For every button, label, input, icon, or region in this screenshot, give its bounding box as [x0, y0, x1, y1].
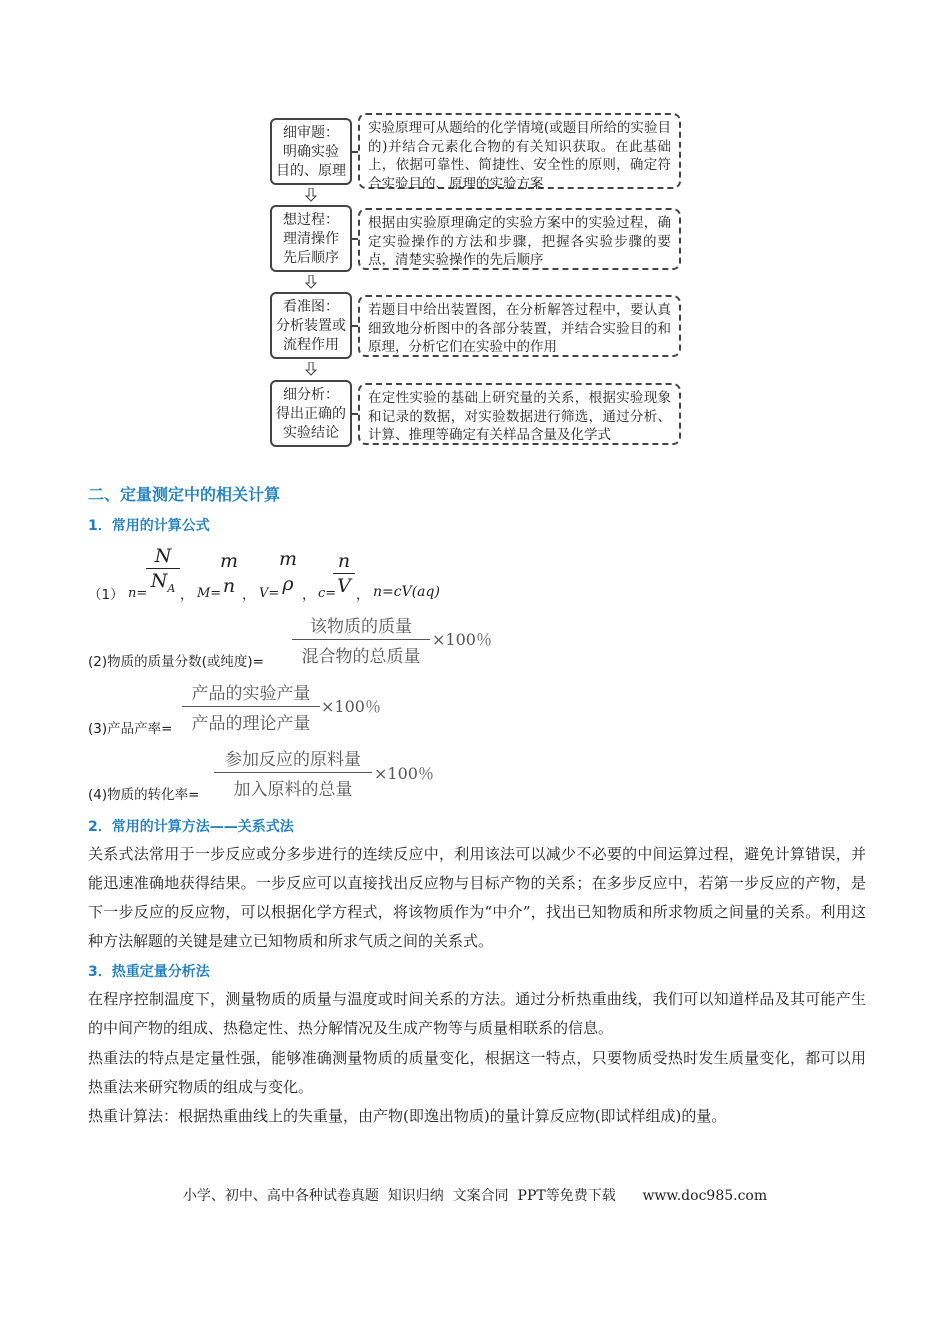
numerator: m: [219, 550, 239, 572]
flow-desc-process: [358, 208, 681, 270]
percent-multiplier: ×100％: [374, 764, 434, 783]
fraction-bar: [146, 568, 180, 569]
formula-V-label: V=: [259, 586, 280, 601]
flow-desc-diagram: [358, 295, 681, 357]
fraction: [214, 745, 372, 800]
denominator: [146, 570, 180, 600]
subsection-title-relation: 2．常用的计算方法——关系式法: [88, 819, 294, 835]
denominator: 混合物的总质量: [301, 647, 421, 667]
formula-prefix: （1）: [88, 587, 124, 603]
paragraph-tg-features: 热重法的特点是定量性强，能够准确测量物质的质量变化，根据这一特点，只要物质受热时发生质量变化，都可以用热重法来研究物质的组成与变化。: [88, 1049, 866, 1096]
desc-text: 根据由实验原理确定的实验方案中的实验过程，确定实验操作的方法和步骤，把握各实验步骤的要点，清楚实验操作的先后顺序: [368, 215, 671, 268]
denominator: n: [222, 575, 236, 597]
paragraph-tg-definition: 在程序控制温度下，测量物质的质量与温度或时间关系的方法。通过分析热重曲线，我们可以知道样品及其可能产生的中间产物的组成、热稳定性、热分解情况及生成产物等与质量相联系的信息。: [88, 990, 866, 1037]
denominator: V: [337, 575, 351, 597]
step-title: 细分析：: [283, 387, 339, 403]
fraction-bar: [214, 772, 372, 773]
numerator: n: [337, 550, 351, 572]
denominator: 产品的理论产量: [191, 714, 311, 734]
percent-multiplier: ×100％: [321, 697, 381, 716]
down-arrow-icon: [305, 275, 317, 289]
numerator: 产品的实验产量: [191, 684, 311, 704]
numerator: 参加反应的原料量: [225, 750, 361, 770]
formula-label: (3)产品产率=: [88, 721, 173, 737]
den-sub: A: [167, 581, 176, 595]
step-body: 明确实验: [283, 144, 339, 160]
desc-text: 若题目中给出装置图，在分析解答过程中，要认真细致地分析图中的各部分装置，并结合实验目的和原理，分析它们在实验中的作用: [368, 302, 671, 355]
denominator: ρ: [282, 573, 294, 595]
step-title: 细审题：: [283, 125, 339, 141]
separator: ，: [356, 587, 370, 603]
percent-multiplier: ×100％: [432, 630, 492, 649]
step-body: 得出正确的: [276, 406, 346, 422]
section-title: 二、定量测定中的相关计算: [88, 485, 281, 504]
fraction-bar: [292, 639, 430, 640]
step-body: 流程作用: [283, 337, 339, 353]
formula-M-label: M=: [197, 586, 222, 601]
flow-step-process: [270, 205, 352, 272]
flow-step-analysis: [270, 380, 352, 447]
step-body: 目的、原理: [276, 163, 346, 179]
formula-concentration: n=cV(aq): [373, 584, 440, 600]
flow-step-review: [270, 118, 352, 185]
flow-step-diagram: [270, 292, 352, 359]
paragraph-tg-calculation: 热重计算法：根据热重曲线上的失重量，由产物(即逸出物质)的量计算反应物(即试样组成)的量。: [88, 1107, 727, 1125]
fraction-M: [217, 550, 241, 597]
subsection-title-formulas: 1．常用的计算公式: [88, 518, 210, 534]
step-body: 实验结论: [283, 425, 339, 441]
separator: ，: [242, 587, 256, 603]
step-title: 想过程：: [283, 212, 339, 228]
desc-text: 在定性实验的基础上研究量的关系，根据实验现象和记录的数据，对实验数据进行筛选，通过分析、计算、推理等确定有关样品含量及化学式: [368, 390, 671, 443]
paragraph-relation-method: 关系式法常用于一步反应或分多步进行的连续反应中，利用该法可以减少不必要的中间运算过程，避免计算错误，并能迅速准确地获得结果。一步反应可以直接找出反应物与目标产物的关系；在多步反应中，若第一步反应的产物，是下一步反应的反应物，可以根据化学方程式，将该物质作为“中介”，找出已知物质和所求物质之间量的关系。利用这种方法解题的关键是建立已知物质和所求气质之间的关系式。: [88, 845, 866, 950]
desc-text: 实验原理可从题给的化学情境(或题目所给的实验目的)并结合元素化合物的有关知识获取。在此基础上，依据可靠性、简捷性、安全性的原则，确定符合实验目的、原理的实验方案: [368, 120, 671, 192]
denominator: 加入原料的总量: [233, 780, 353, 800]
separator: ，: [180, 587, 194, 603]
separator: ，: [302, 587, 316, 603]
step-body: 先后顺序: [283, 250, 339, 266]
subsection-title-thermogravimetric: 3．热重定量分析法: [88, 964, 210, 980]
fraction-V: [276, 548, 300, 595]
flow-desc-analysis: [358, 383, 681, 445]
fraction: [182, 679, 320, 734]
page-footer: 小学、初中、高中各种试卷真题 知识归纳 文案合同 PPT等免费下载 www.doc985.com: [182, 1188, 768, 1204]
step-body: 理清操作: [283, 231, 339, 247]
down-arrow-icon: [305, 188, 317, 202]
numerator: 该物质的质量: [310, 617, 412, 637]
fraction-bar: [333, 573, 355, 574]
fraction-bar: [217, 573, 241, 574]
numerator: N: [154, 545, 172, 567]
fraction-c: [333, 550, 355, 597]
fraction-bar: [276, 571, 300, 572]
numerator: m: [278, 548, 298, 570]
fraction-n: [146, 545, 180, 600]
formula-label: (4)物质的转化率=: [88, 787, 200, 803]
step-body: 分析装置或: [276, 318, 346, 334]
down-arrow-icon: [305, 362, 317, 376]
formula-label: (2)物质的质量分数(或纯度)=: [88, 654, 264, 670]
flow-desc-review: [358, 113, 681, 192]
formula-c-label: c=: [318, 586, 337, 601]
fraction: [292, 612, 430, 667]
step-title: 看准图：: [283, 299, 339, 315]
formula-n-label: n=: [128, 586, 148, 601]
den-main: N: [150, 570, 168, 592]
fraction-bar: [182, 706, 320, 707]
